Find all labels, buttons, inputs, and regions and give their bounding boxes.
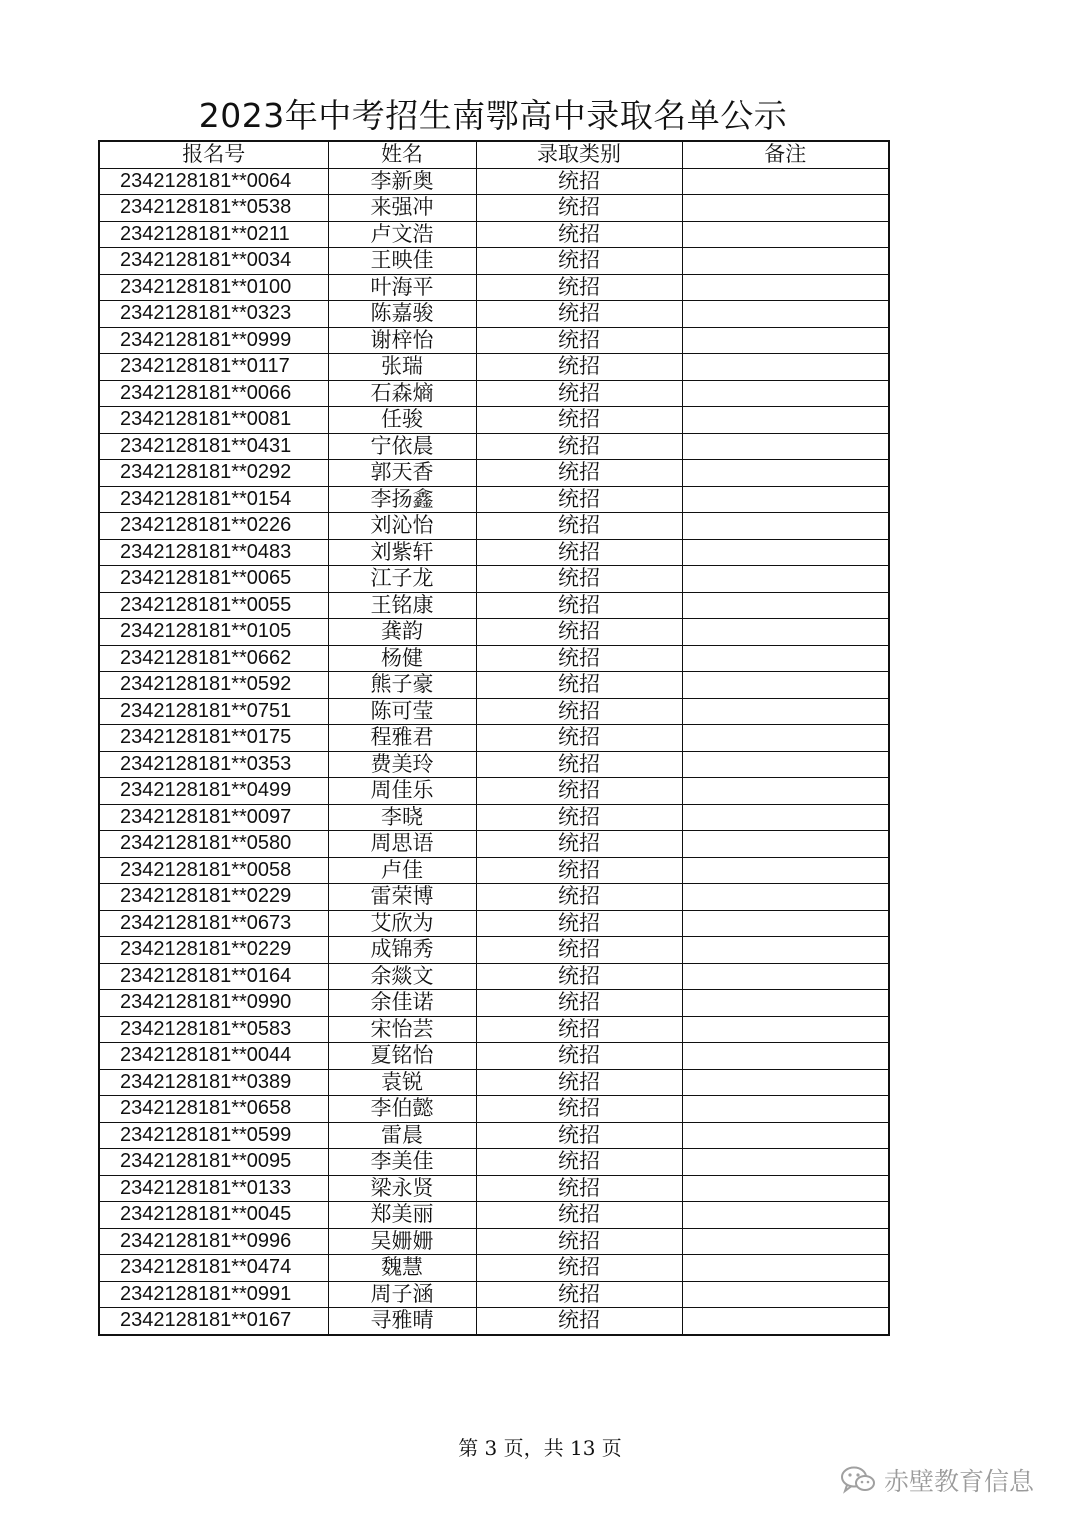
student-name-cell: 雷荣博 [328, 884, 476, 911]
header-admission-category: 录取类别 [476, 141, 682, 168]
registration-number-cell: 2342128181**0081 [99, 407, 328, 434]
admission-category-cell: 统招 [476, 380, 682, 407]
registration-number-cell: 2342128181**0164 [99, 963, 328, 990]
registration-number-cell: 2342128181**0105 [99, 619, 328, 646]
student-name-cell: 任骏 [328, 407, 476, 434]
remarks-cell [682, 221, 889, 248]
admission-category-cell: 统招 [476, 539, 682, 566]
registration-number-cell: 2342128181**0044 [99, 1043, 328, 1070]
table-row [99, 1149, 889, 1176]
remarks-cell [682, 910, 889, 937]
admission-category-cell: 统招 [476, 963, 682, 990]
registration-number-cell: 2342128181**0599 [99, 1122, 328, 1149]
table-row [99, 1175, 889, 1202]
student-name-cell: 艾欣为 [328, 910, 476, 937]
registration-number-cell: 2342128181**0211 [99, 221, 328, 248]
student-name-cell: 张瑞 [328, 354, 476, 381]
header-remarks: 备注 [682, 141, 889, 168]
table-row [99, 380, 889, 407]
admission-category-cell: 统招 [476, 857, 682, 884]
admission-category-cell: 统招 [476, 1228, 682, 1255]
table-row [99, 804, 889, 831]
table-row [99, 831, 889, 858]
registration-number-cell: 2342128181**0229 [99, 884, 328, 911]
remarks-cell [682, 884, 889, 911]
table-row [99, 327, 889, 354]
watermark [840, 1462, 1034, 1498]
table-row [99, 1281, 889, 1308]
student-name-cell: 梁永贤 [328, 1175, 476, 1202]
registration-number-cell: 2342128181**0483 [99, 539, 328, 566]
remarks-cell [682, 354, 889, 381]
table-row [99, 857, 889, 884]
table-row [99, 1255, 889, 1282]
table-row [99, 407, 889, 434]
student-name-cell: 卢佳 [328, 857, 476, 884]
admission-category-cell: 统招 [476, 168, 682, 195]
student-name-cell: 周子涵 [328, 1281, 476, 1308]
admission-category-cell: 统招 [476, 486, 682, 513]
page-number: 第 3 页，共 13 页 [458, 1436, 622, 1460]
admission-category-cell: 统招 [476, 1308, 682, 1335]
admission-category-cell: 统招 [476, 990, 682, 1017]
remarks-cell [682, 1281, 889, 1308]
registration-number-cell: 2342128181**0592 [99, 672, 328, 699]
student-name-cell: 熊子豪 [328, 672, 476, 699]
remarks-cell [682, 1122, 889, 1149]
student-name-cell: 宋怡芸 [328, 1016, 476, 1043]
registration-number-cell: 2342128181**0226 [99, 513, 328, 540]
table-row [99, 539, 889, 566]
remarks-cell [682, 513, 889, 540]
registration-number-cell: 2342128181**0154 [99, 486, 328, 513]
admission-category-cell: 统招 [476, 1043, 682, 1070]
student-name-cell: 来强冲 [328, 195, 476, 222]
remarks-cell [682, 1069, 889, 1096]
registration-number-cell: 2342128181**0065 [99, 566, 328, 593]
watermark-text: 赤壁教育信息 [884, 1467, 1035, 1496]
table-row [99, 990, 889, 1017]
table-row [99, 672, 889, 699]
table-row [99, 486, 889, 513]
header-row [99, 141, 889, 168]
student-name-cell: 费美玲 [328, 751, 476, 778]
student-name-cell: 李美佳 [328, 1149, 476, 1176]
table-row [99, 619, 889, 646]
admission-category-cell: 统招 [476, 221, 682, 248]
remarks-cell [682, 1016, 889, 1043]
remarks-cell [682, 539, 889, 566]
student-name-cell: 杨健 [328, 645, 476, 672]
table-row [99, 592, 889, 619]
student-name-cell: 魏慧 [328, 1255, 476, 1282]
registration-number-cell: 2342128181**0583 [99, 1016, 328, 1043]
table-row [99, 168, 889, 195]
remarks-cell [682, 1228, 889, 1255]
student-name-cell: 郭天香 [328, 460, 476, 487]
student-name-cell: 成锦秀 [328, 937, 476, 964]
remarks-cell [682, 619, 889, 646]
student-name-cell: 谢梓怡 [328, 327, 476, 354]
document-title: 2023年中考招生南鄂高中录取名单公示 [198, 96, 788, 135]
header-name: 姓名 [328, 141, 476, 168]
remarks-cell [682, 195, 889, 222]
remarks-cell [682, 645, 889, 672]
admission-category-cell: 统招 [476, 1096, 682, 1123]
student-name-cell: 郑美丽 [328, 1202, 476, 1229]
student-name-cell: 李晓 [328, 804, 476, 831]
header-registration-number: 报名号 [99, 141, 328, 168]
table-row [99, 1228, 889, 1255]
registration-number-cell: 2342128181**0580 [99, 831, 328, 858]
registration-number-cell: 2342128181**0990 [99, 990, 328, 1017]
registration-number-cell: 2342128181**0996 [99, 1228, 328, 1255]
remarks-cell [682, 1096, 889, 1123]
table-row [99, 1122, 889, 1149]
remarks-cell [682, 486, 889, 513]
remarks-cell [682, 990, 889, 1017]
registration-number-cell: 2342128181**0474 [99, 1255, 328, 1282]
student-name-cell: 卢文浩 [328, 221, 476, 248]
student-name-cell: 夏铭怡 [328, 1043, 476, 1070]
admission-category-cell: 统招 [476, 407, 682, 434]
student-name-cell: 李新奥 [328, 168, 476, 195]
remarks-cell [682, 831, 889, 858]
remarks-cell [682, 1149, 889, 1176]
registration-number-cell: 2342128181**0100 [99, 274, 328, 301]
remarks-cell [682, 804, 889, 831]
student-name-cell: 江子龙 [328, 566, 476, 593]
admission-category-cell: 统招 [476, 1149, 682, 1176]
table-row [99, 937, 889, 964]
admission-category-cell: 统招 [476, 513, 682, 540]
table-row [99, 460, 889, 487]
registration-number-cell: 2342128181**0058 [99, 857, 328, 884]
remarks-cell [682, 698, 889, 725]
remarks-cell [682, 1202, 889, 1229]
student-name-cell: 宁依晨 [328, 433, 476, 460]
table-row [99, 1043, 889, 1070]
admission-category-cell: 统招 [476, 831, 682, 858]
table-header [99, 141, 889, 168]
registration-number-cell: 2342128181**0034 [99, 248, 328, 275]
table-row [99, 513, 889, 540]
table-body [99, 168, 889, 1335]
remarks-cell [682, 460, 889, 487]
remarks-cell [682, 407, 889, 434]
table-row [99, 274, 889, 301]
registration-number-cell: 2342128181**0055 [99, 592, 328, 619]
table-row [99, 354, 889, 381]
remarks-cell [682, 725, 889, 752]
student-name-cell: 吴姗姗 [328, 1228, 476, 1255]
admission-category-cell: 统招 [476, 327, 682, 354]
remarks-cell [682, 168, 889, 195]
remarks-cell [682, 301, 889, 328]
registration-number-cell: 2342128181**0117 [99, 354, 328, 381]
registration-number-cell: 2342128181**0133 [99, 1175, 328, 1202]
remarks-cell [682, 433, 889, 460]
student-name-cell: 李伯懿 [328, 1096, 476, 1123]
remarks-cell [682, 937, 889, 964]
student-name-cell: 石森熵 [328, 380, 476, 407]
admission-category-cell: 统招 [476, 274, 682, 301]
registration-number-cell: 2342128181**0229 [99, 937, 328, 964]
admission-category-cell: 统招 [476, 1281, 682, 1308]
admission-category-cell: 统招 [476, 1202, 682, 1229]
admission-category-cell: 统招 [476, 672, 682, 699]
remarks-cell [682, 1255, 889, 1282]
table-row [99, 778, 889, 805]
student-name-cell: 陈嘉骏 [328, 301, 476, 328]
wechat-icon [840, 1465, 876, 1495]
remarks-cell [682, 963, 889, 990]
admission-category-cell: 统招 [476, 566, 682, 593]
registration-number-cell: 2342128181**0066 [99, 380, 328, 407]
admission-category-cell: 统招 [476, 460, 682, 487]
remarks-cell [682, 778, 889, 805]
table-row [99, 433, 889, 460]
registration-number-cell: 2342128181**0658 [99, 1096, 328, 1123]
admission-category-cell: 统招 [476, 937, 682, 964]
admission-category-cell: 统招 [476, 248, 682, 275]
admission-category-cell: 统招 [476, 195, 682, 222]
admission-table [98, 140, 890, 1336]
table-row [99, 566, 889, 593]
admission-category-cell: 统招 [476, 884, 682, 911]
table-row [99, 248, 889, 275]
remarks-cell [682, 566, 889, 593]
remarks-cell [682, 327, 889, 354]
student-name-cell: 周思语 [328, 831, 476, 858]
student-name-cell: 叶海平 [328, 274, 476, 301]
student-name-cell: 雷晨 [328, 1122, 476, 1149]
table-row [99, 195, 889, 222]
registration-number-cell: 2342128181**0389 [99, 1069, 328, 1096]
registration-number-cell: 2342128181**0673 [99, 910, 328, 937]
admission-category-cell: 统招 [476, 301, 682, 328]
table-row [99, 910, 889, 937]
table-row [99, 1069, 889, 1096]
admission-category-cell: 统招 [476, 725, 682, 752]
admission-category-cell: 统招 [476, 592, 682, 619]
registration-number-cell: 2342128181**0292 [99, 460, 328, 487]
admission-category-cell: 统招 [476, 354, 682, 381]
table-row [99, 301, 889, 328]
registration-number-cell: 2342128181**0751 [99, 698, 328, 725]
registration-number-cell: 2342128181**0999 [99, 327, 328, 354]
student-name-cell: 程雅君 [328, 725, 476, 752]
registration-number-cell: 2342128181**0662 [99, 645, 328, 672]
admission-category-cell: 统招 [476, 1122, 682, 1149]
admission-category-cell: 统招 [476, 910, 682, 937]
table-row [99, 1308, 889, 1335]
remarks-cell [682, 857, 889, 884]
admission-category-cell: 统招 [476, 1016, 682, 1043]
registration-number-cell: 2342128181**0353 [99, 751, 328, 778]
student-name-cell: 余燚文 [328, 963, 476, 990]
table-row [99, 884, 889, 911]
admission-category-cell: 统招 [476, 433, 682, 460]
registration-number-cell: 2342128181**0538 [99, 195, 328, 222]
student-name-cell: 袁锐 [328, 1069, 476, 1096]
admission-category-cell: 统招 [476, 1069, 682, 1096]
admission-category-cell: 统招 [476, 619, 682, 646]
registration-number-cell: 2342128181**0991 [99, 1281, 328, 1308]
student-name-cell: 王映佳 [328, 248, 476, 275]
registration-number-cell: 2342128181**0167 [99, 1308, 328, 1335]
remarks-cell [682, 274, 889, 301]
student-name-cell: 余佳诺 [328, 990, 476, 1017]
table-row [99, 751, 889, 778]
table-row [99, 645, 889, 672]
table-row [99, 963, 889, 990]
remarks-cell [682, 592, 889, 619]
table-row [99, 698, 889, 725]
table-row [99, 1096, 889, 1123]
admission-category-cell: 统招 [476, 1175, 682, 1202]
admission-category-cell: 统招 [476, 804, 682, 831]
admission-category-cell: 统招 [476, 645, 682, 672]
student-name-cell: 周佳乐 [328, 778, 476, 805]
student-name-cell: 龚韵 [328, 619, 476, 646]
student-name-cell: 王铭康 [328, 592, 476, 619]
admission-category-cell: 统招 [476, 778, 682, 805]
registration-number-cell: 2342128181**0045 [99, 1202, 328, 1229]
table-row [99, 725, 889, 752]
registration-number-cell: 2342128181**0323 [99, 301, 328, 328]
remarks-cell [682, 1043, 889, 1070]
student-name-cell: 刘沁怡 [328, 513, 476, 540]
remarks-cell [682, 1175, 889, 1202]
registration-number-cell: 2342128181**0064 [99, 168, 328, 195]
student-name-cell: 李扬鑫 [328, 486, 476, 513]
remarks-cell [682, 1308, 889, 1335]
table-row [99, 221, 889, 248]
registration-number-cell: 2342128181**0175 [99, 725, 328, 752]
student-name-cell: 寻雅晴 [328, 1308, 476, 1335]
student-name-cell: 陈可莹 [328, 698, 476, 725]
remarks-cell [682, 248, 889, 275]
registration-number-cell: 2342128181**0431 [99, 433, 328, 460]
remarks-cell [682, 380, 889, 407]
registration-number-cell: 2342128181**0097 [99, 804, 328, 831]
admission-category-cell: 统招 [476, 751, 682, 778]
registration-number-cell: 2342128181**0499 [99, 778, 328, 805]
table-row [99, 1016, 889, 1043]
student-name-cell: 刘紫轩 [328, 539, 476, 566]
remarks-cell [682, 672, 889, 699]
registration-number-cell: 2342128181**0095 [99, 1149, 328, 1176]
remarks-cell [682, 751, 889, 778]
admission-category-cell: 统招 [476, 698, 682, 725]
table-row [99, 1202, 889, 1229]
admission-category-cell: 统招 [476, 1255, 682, 1282]
